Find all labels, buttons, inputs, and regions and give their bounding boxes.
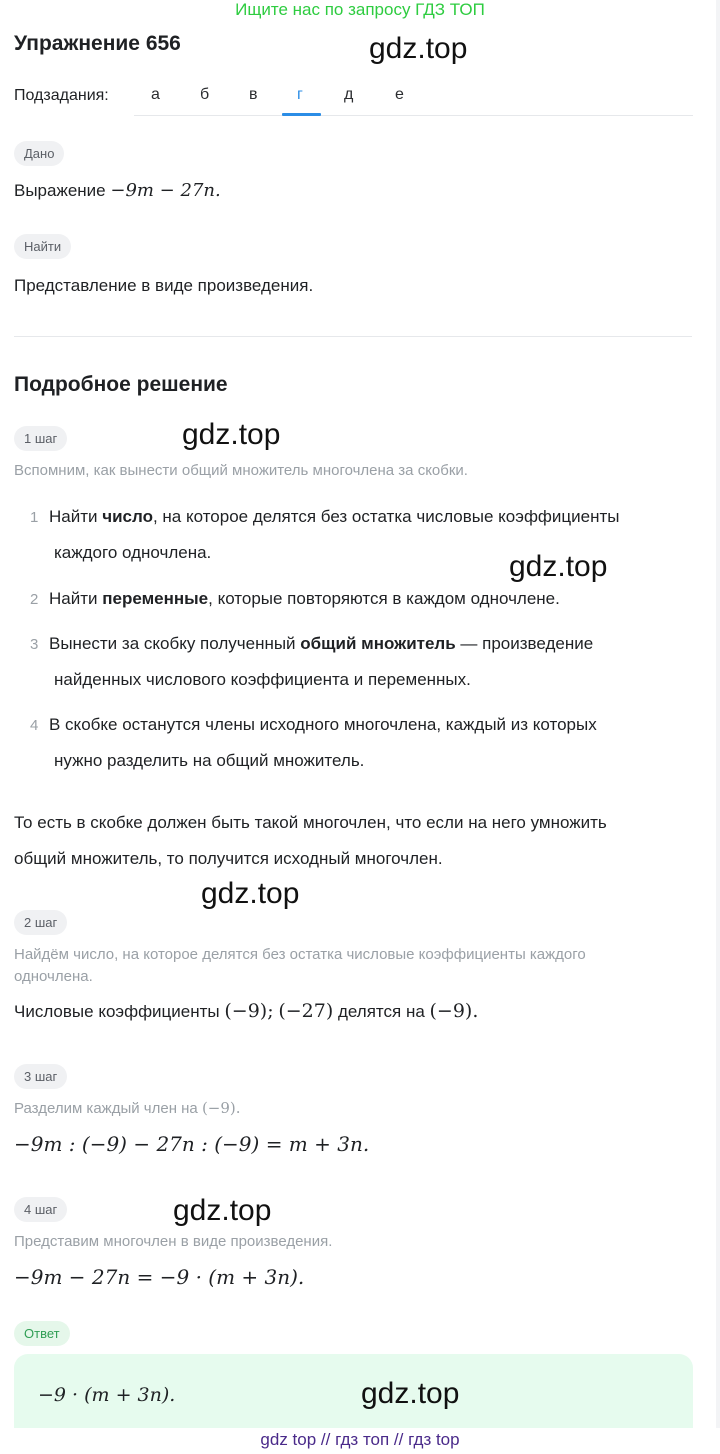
step2-hint-line-1: Найдём число, на которое делятся без остатка числовые коэффициенты каждого [14,946,586,963]
explanation-line-1: То есть в скобке должен быть такой многочлен, что если на него умножить [14,813,607,832]
watermark: gdz.top [201,877,300,910]
list-item-number: 2 [30,591,39,608]
item-bold: переменные [102,589,209,608]
tab-v[interactable]: в [249,86,258,103]
item-text: , которые повторяются в каждом одночлене. [208,589,560,608]
solution-heading: Подробное решение [14,373,228,396]
watermark: gdz.top [509,550,608,583]
watermark: gdz.top [182,418,281,451]
step2-math-3: (−9). [429,1000,479,1022]
step2-text [14,1000,478,1022]
list-item-number: 1 [30,509,39,526]
given-chip: Дано [14,141,64,166]
scrollbar-track[interactable] [716,0,720,1454]
watermark: gdz.top [369,32,468,65]
step3-equation: −9m : (−9) − 27n : (−9) = m + 3n. [14,1132,370,1156]
step3-chip: 3 шаг [14,1064,67,1089]
find-text: Представление в виде произведения. [14,276,314,295]
tab-e[interactable]: е [395,86,404,103]
step2-chip: 2 шаг [14,910,67,935]
find-chip: Найти [14,234,71,259]
step4-chip: 4 шаг [14,1197,67,1222]
step3-hint-prefix: Разделим каждый член на [14,1100,202,1117]
explanation-line-2: общий множитель, то получится исходный многочлен. [14,849,443,868]
item-text: Найти [49,589,103,608]
item-text: Вынести за скобку полученный [49,634,301,653]
item-text: найденных числового коэффициента и переменных. [54,670,471,689]
step1-hint: Вспомним, как вынести общий множитель многочлена за скобки. [14,462,468,479]
given-text [14,180,221,201]
item-text: каждого одночлена. [54,543,212,562]
item-text: Найти [49,507,103,526]
tab-g[interactable]: г [297,86,303,103]
step2-text-mid: делятся на [333,1002,430,1021]
list-item [30,581,710,626]
section-divider [14,336,692,337]
step2-math-2: (−27) [278,1000,334,1022]
footer-links[interactable]: gdz top // гдз топ // гдз top [0,1428,720,1454]
promo-banner[interactable]: Ищите нас по запросу ГДЗ ТОП [235,0,485,19]
tabs-divider [134,115,693,116]
tab-b[interactable]: б [200,86,210,103]
answer-chip: Ответ [14,1321,70,1346]
subtasks-label: Подзадания: [14,87,109,104]
item-bold: общий множитель [300,634,456,653]
step4-hint: Представим многочлен в виде произведения. [14,1233,333,1250]
step3-hint-math: (−9). [201,1099,241,1117]
tab-d[interactable]: д [344,86,354,103]
step2-hint-line-2: одночлена. [14,968,93,985]
watermark: gdz.top [173,1194,272,1227]
item-text: нужно разделить на общий множитель. [54,751,365,770]
tab-a[interactable]: а [151,86,160,103]
page-title: Упражнение 656 [14,32,181,55]
item-text: В скобке останутся члены исходного многочлена, каждый из которых [49,715,597,734]
step2-text-prefix: Числовые коэффициенты [14,1002,225,1021]
step3-hint [14,1097,241,1120]
list-item-number: 4 [30,717,39,734]
list-item-number: 3 [30,636,39,653]
list-item [30,626,710,707]
item-text: — произведение [455,634,594,653]
step2-math-1: (−9); [224,1000,274,1022]
given-math: −9m − 27n. [110,180,221,201]
watermark: gdz.top [361,1377,460,1410]
step4-equation: −9m − 27n = −9 · (m + 3n). [14,1265,305,1289]
list-item [30,499,710,581]
answer-math: −9 · (m + 3n). [38,1384,176,1406]
steps-list [30,499,710,787]
item-bold: число [102,507,153,526]
list-item [30,707,710,787]
given-text-prefix: Выражение [14,181,111,200]
item-text: , на которое делятся без остатка числовые коэффициенты [152,507,620,526]
step1-chip: 1 шаг [14,426,67,451]
active-tab-indicator [282,113,321,116]
